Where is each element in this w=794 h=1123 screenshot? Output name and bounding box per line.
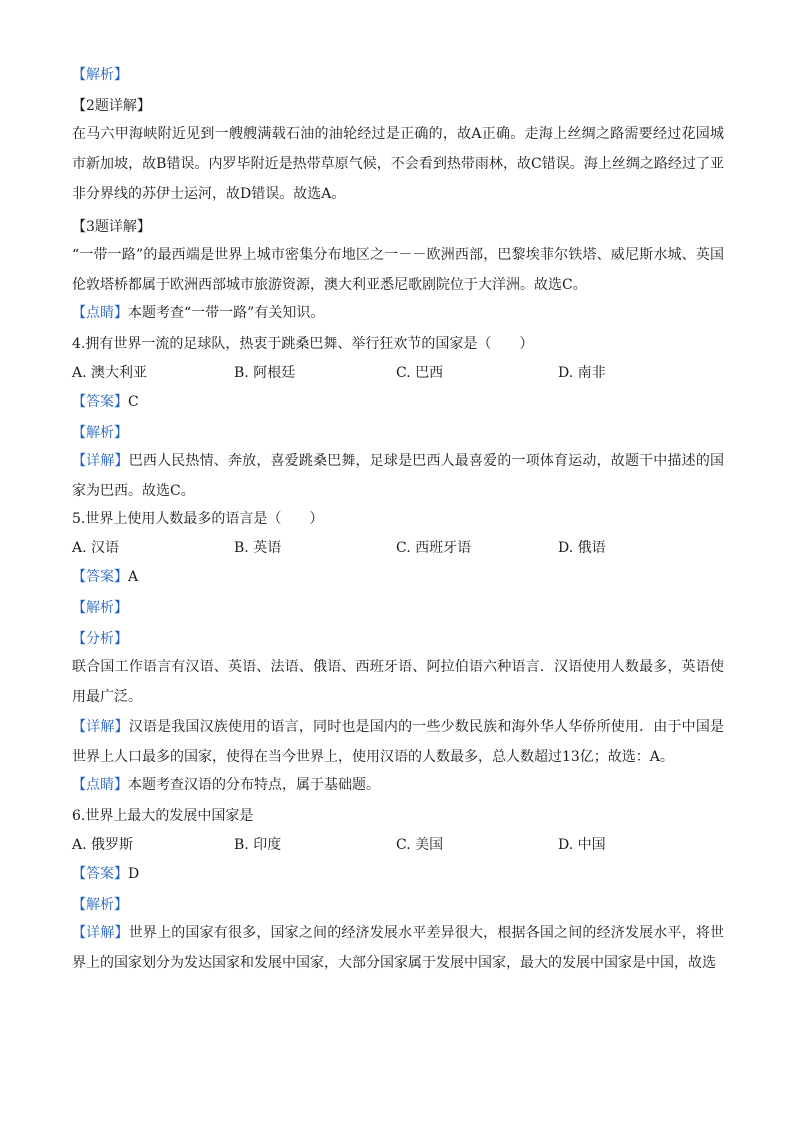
q5-option-d: D. 俄语 [558,540,606,556]
q4-option-a: A. 澳大利亚 [72,365,148,381]
q5-fenxi-text: 联合国工作语言有汉语、英语、法语、俄语、西班牙语、阿拉伯语六种语言．汉语使用人数最多，英语使用最广泛。 [72,659,724,705]
q6-stem: 6.世界上最大的发展中国家是 [72,808,254,824]
q6-detail [72,918,724,978]
q2-detail-heading: 【2题详解】 [72,98,151,114]
q5-options [72,535,724,561]
analysis-heading: 【解析】 [72,67,128,83]
q2-detail-text: 在马六甲海峡附近见到一艘艘满载石油的油轮经过是正确的，故A正确。走海上丝绸之路需要经过花园城市新加坡，故B错误。内罗毕附近是热带草原气候，不会看到热带雨林，故C错误。海上丝绸之路经过了亚非分界线的苏伊士运河，故D错误。故选A。 [72,126,724,202]
tip-line [72,300,724,326]
q4-answer: C [128,394,139,410]
q4-answer-line [72,389,724,415]
q3-detail-text: “一带一路”的最西端是世界上城市密集分布地区之一－－欧洲西部，巴黎埃菲尔铁塔、威尼斯水城、英国伦敦塔桥都属于欧洲西部城市旅游资源，澳大利亚悉尼歌剧院位于大洋洲。故选C。 [72,247,724,293]
q6-option-b: B. 印度 [234,837,282,853]
q6-detail-text: 世界上的国家有很多，国家之间的经济发展水平差异很大，根据各国之间的经济发展水平，将世界上的国家划分为发达国家和发展中国家，大部分国家属于发展中国家，最大的发展中国家是中国，故选 [72,925,725,971]
q5-answer-label: 【答案】 [72,569,128,585]
q5-option-c: C. 西班牙语 [396,540,472,556]
tip-text: 本题考查“一带一路”有关知识。 [128,305,325,321]
q6-option-c: C. 美国 [396,837,444,853]
q6-analysis-heading: 【解析】 [72,897,128,913]
q4-option-b: B. 阿根廷 [234,365,296,381]
q5-tip-text: 本题考查汉语的分布特点，属于基础题。 [128,777,380,793]
q5-tip-label: 【点睛】 [72,777,128,793]
q5-option-a: A. 汉语 [72,540,120,556]
q5-fenxi-heading: 【分析】 [72,631,128,647]
q5-detail [72,712,724,772]
q6-option-d: D. 中国 [558,837,606,853]
q4-option-d: D. 南非 [558,365,606,381]
q4-options [72,360,724,386]
q4-answer-label: 【答案】 [72,394,128,410]
q5-stem: 5.世界上使用人数最多的语言是（ ） [72,511,324,527]
q5-answer-line [72,564,724,590]
q6-answer: D [128,866,140,882]
q4-detail-text: 巴西人民热情、奔放，喜爱跳桑巴舞，足球是巴西人最喜爱的一项体育运动，故题干中描述的国家为巴西。故选C。 [72,453,725,499]
q5-tip-line [72,772,724,798]
q6-answer-label: 【答案】 [72,866,128,882]
q4-detail [72,446,724,506]
q5-answer: A [128,569,139,585]
q6-detail-label: 【详解】 [72,925,129,941]
q4-analysis-heading: 【解析】 [72,425,128,441]
q6-options [72,832,724,858]
q6-answer-line [72,861,724,887]
q3-detail-heading: 【3题详解】 [72,219,151,235]
q6-option-a: A. 俄罗斯 [72,837,134,853]
q4-stem: 4.拥有世界一流的足球队，热衷于跳桑巴舞、举行狂欢节的国家是（ ） [72,336,534,352]
tip-label: 【点睛】 [72,305,128,321]
q5-detail-label: 【详解】 [72,719,129,735]
q4-option-c: C. 巴西 [396,365,444,381]
q5-option-b: B. 英语 [234,540,282,556]
document-page [72,62,724,978]
q4-detail-label: 【详解】 [72,453,129,469]
q5-detail-text: 汉语是我国汉族使用的语言，同时也是国内的一些少数民族和海外华人华侨所使用．由于中国是世界上人口最多的国家，使得在当今世界上，使用汉语的人数最多，总人数超过13亿；故选：A。 [72,719,725,765]
q5-analysis-heading: 【解析】 [72,600,128,616]
